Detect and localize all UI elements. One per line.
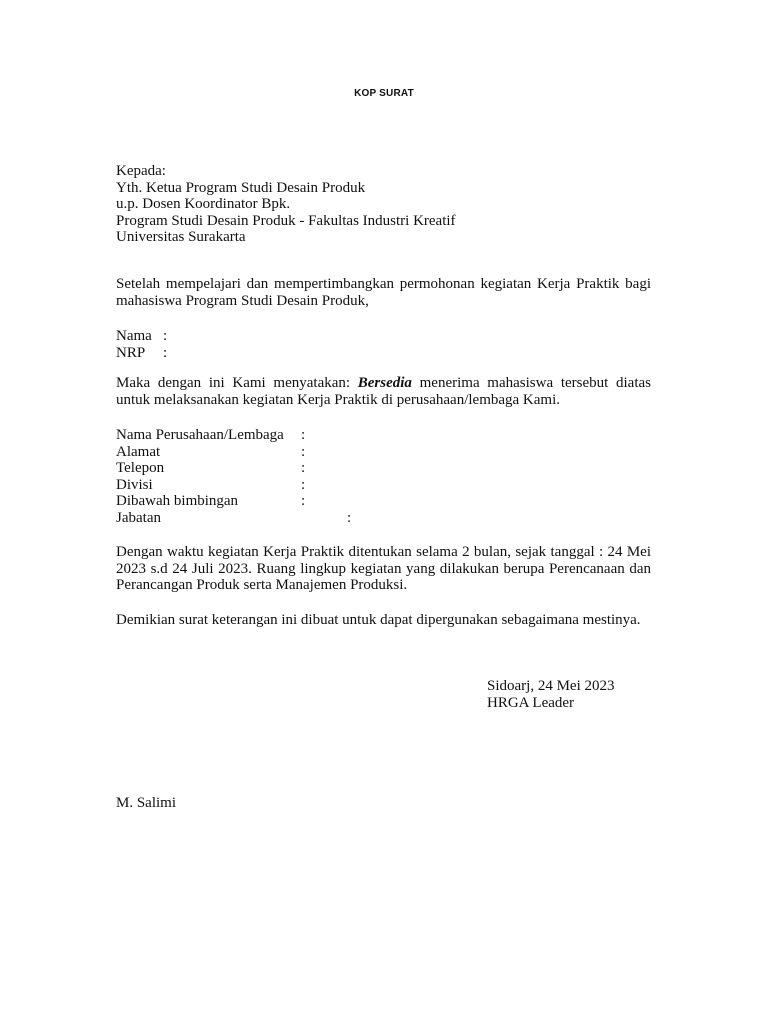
statement-after: menerima mahasiswa tersebut diatas untuk melaksanakan kegiatan Kerja Praktik di perusahaan/lembaga Kami. — [116, 375, 651, 408]
recipient-line: Universitas Surakarta — [116, 229, 246, 245]
company-name-label: Nama Perusahaan/Lembaga — [116, 427, 284, 443]
field-colon: : — [301, 443, 306, 460]
student-name-label: Nama — [116, 328, 152, 344]
company-phone-row — [116, 460, 516, 477]
field-colon: : — [301, 460, 306, 476]
company-division-label: Divisi — [116, 476, 153, 493]
company-name-row — [116, 427, 516, 444]
student-name-row — [116, 328, 416, 345]
signer-role: HRGA Leader — [487, 695, 575, 711]
company-address-label: Alamat — [116, 443, 161, 460]
field-colon: : — [301, 476, 306, 493]
signer-name: M. Salimi — [116, 795, 177, 811]
field-colon: : — [163, 344, 168, 361]
student-nrp-row — [116, 345, 416, 362]
recipient-line: Yth. Ketua Program Studi Desain Produk — [116, 179, 366, 196]
company-address-row — [116, 444, 516, 461]
field-colon: : — [347, 509, 352, 526]
field-colon: : — [301, 493, 306, 509]
statement-emphasis: Bersedia — [357, 375, 412, 391]
company-position-label: Jabatan — [116, 509, 161, 526]
letterhead-placeholder: KOP SURAT — [354, 88, 414, 99]
statement-before: Maka dengan ini Kami menyatakan: — [116, 375, 358, 391]
field-colon: : — [301, 427, 306, 443]
intro-paragraph: Setelah mempelajari dan mempertimbangkan permohonan kegiatan Kerja Praktik bagi mahasiswa Program Studi Desain Produk, — [116, 276, 651, 309]
student-nrp-label: NRP — [116, 344, 146, 361]
company-fields — [116, 427, 516, 526]
student-fields — [116, 328, 416, 361]
signature-block — [487, 678, 615, 712]
recipient-line: Program Studi Desain Produk - Fakultas Industri Kreatif — [116, 212, 456, 229]
statement-paragraph — [116, 375, 651, 408]
field-colon: : — [163, 328, 168, 344]
place-date: Sidoarj, 24 Mei 2023 — [487, 678, 615, 694]
recipient-line: Kepada: — [116, 163, 166, 179]
closing-paragraph: Demikian surat keterangan ini dibuat untuk dapat dipergunakan sebagaimana mestinya. — [116, 612, 641, 628]
company-division-row — [116, 477, 516, 494]
company-supervisor-row — [116, 493, 516, 510]
recipient-line: u.p. Dosen Koordinator Bpk. — [116, 196, 291, 212]
recipient-block — [116, 163, 456, 246]
period-paragraph: Dengan waktu kegiatan Kerja Praktik ditentukan selama 2 bulan, sejak tanggal : 24 Mei 2023 s.d 24 Juli 2023. Ruang lingkup kegiatan yang dilakukan berupa Perencanaan dan Perancangan Produk serta Manajemen Produksi. — [116, 544, 651, 593]
company-supervisor-label: Dibawah bimbingan — [116, 493, 239, 509]
company-position-row — [116, 510, 516, 527]
company-phone-label: Telepon — [116, 460, 165, 476]
